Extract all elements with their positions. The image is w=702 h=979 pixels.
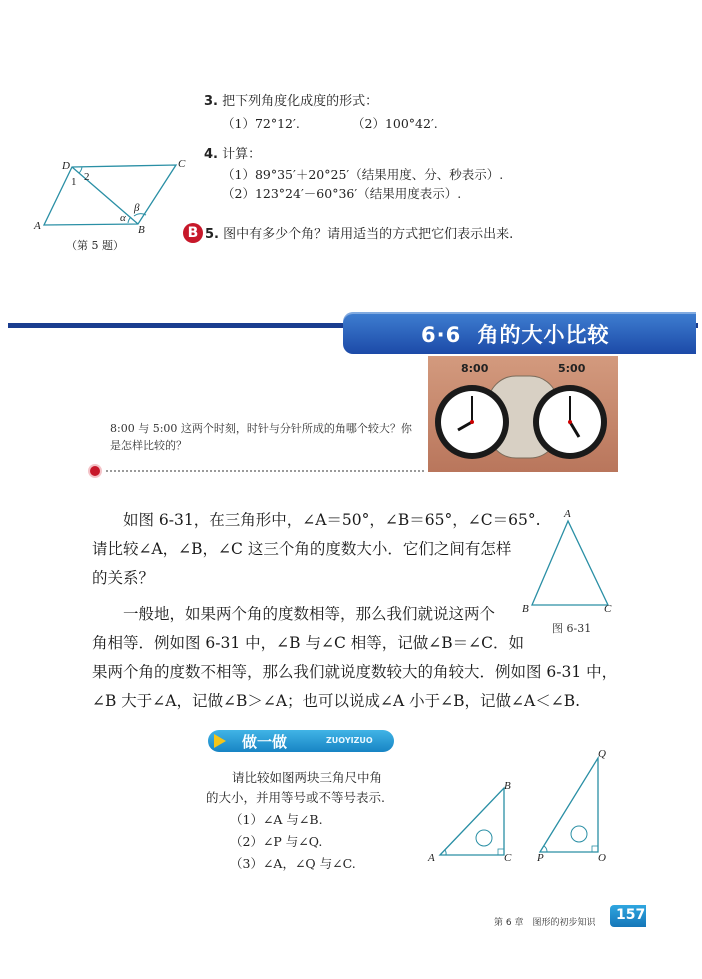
fig5-caption: （第 5 题） [66,239,124,252]
paragraph-1-line-3: 的关系？ [92,569,155,587]
activity-text [206,768,385,874]
page-number: 157 [616,907,646,923]
figure-6-31-triangle [520,515,620,615]
square-label-b: B [504,780,511,792]
intro-bullet-icon [90,466,100,476]
fig5-label-a: A [34,220,41,232]
exercise-text: 图中有多少个角？请用适当的方式把它们表示出来. [223,227,514,242]
fig5-label-c: C [178,158,186,170]
clock-left-time: 8:00 [461,362,489,375]
exercise-3 [204,93,378,111]
section-title: 角的大小比较 [477,323,610,347]
activity-pinyin: ZUOYIZUO [326,736,373,745]
exercise-text: 计算： [222,147,262,162]
exercise-3-part-2: （2）100°42′. [352,116,438,131]
fig631-label-c: C [604,603,612,615]
activity-line-2: 的大小，并用等号或不等号表示. [206,790,385,805]
exercise-4 [204,146,261,164]
fig5-label-alpha: α [120,212,126,224]
intro-dotted-divider [106,470,424,472]
paragraph-1 [92,506,541,593]
fig631-caption: 图 6-31 [552,622,592,635]
exercise-number: 3. [204,94,218,109]
section-number: 6·6 [421,323,462,347]
paragraph-2-line-4: ∠B 大于∠A，记做∠B＞∠A；也可以说成∠A 小于∠B，记做∠A＜∠B. [92,692,581,710]
paragraph-2 [92,600,617,716]
fig5-label-2: 2 [84,171,90,183]
activity-question-1: （1）∠A 与∠B. [230,812,323,827]
activity-question-3: （3）∠A，∠Q 与∠C. [230,856,356,871]
exercise-4-part-1: （1）89°35′＋20°25′（结果用度、分、秒表示）. [222,167,504,182]
square-label-p: P [537,852,544,864]
activity-question-2: （2）∠P 与∠Q. [230,834,323,849]
activity-banner [208,730,394,752]
exercise-number: 4. [204,147,218,162]
paragraph-2-line-1: 一般地，如果两个角的度数相等，那么我们就说这两个 [123,605,496,623]
fig631-label-a: A [564,508,571,520]
paragraph-1-line-1: 如图 6-31，在三角形中，∠A＝50°，∠B＝65°，∠C＝65°. [123,511,541,529]
intro-question: 8:00 与 5:00 这两个时刻，时针与分针所成的角哪个较大？你是怎样比较的？ [110,422,412,452]
fig5-label-beta: β [134,202,140,214]
fig5-label-d: D [62,160,70,172]
fig5-label-b: B [138,224,145,236]
footer-chapter: 第 6 章 图形的初步知识 [494,918,596,928]
set-square-figure [420,740,620,870]
clock-right-time: 5:00 [558,362,586,375]
badge-letter: B [187,225,199,241]
activity-arrow-icon [214,734,226,748]
exercise-text: 把下列角度化成度的形式： [222,94,379,109]
exercise-5 [205,226,513,244]
square-label-c: C [504,852,512,864]
square-label-o: O [598,852,606,864]
activity-title: 做一做 [242,733,288,751]
page-number-tab [610,905,646,927]
fig5-label-1: 1 [71,176,77,188]
paragraph-2-line-2: 角相等．例如图 6-31 中，∠B 与∠C 相等，记做∠B＝∠C．如 [92,634,524,652]
square-label-q: Q [598,748,606,760]
paragraph-1-line-2: 请比较∠A，∠B，∠C 这三个角的度数大小．它们之间有怎样 [92,540,512,558]
clock-photo [428,356,618,472]
exercise-3-part-1: （1）72°12′. [222,116,300,131]
paragraph-2-line-3: 果两个角的度数不相等，那么我们就说度数较大的角较大．例如图 6-31 中， [92,663,618,681]
fig631-label-b: B [522,603,529,615]
exercise-4-part-2: （2）123°24′－60°36′（结果用度表示）. [222,186,462,201]
clock-device [428,356,618,472]
square-label-a: A [428,852,435,864]
section-header-banner [343,312,696,354]
exercise-number: 5. [205,227,219,242]
activity-line-1: 请比较如图两块三角尺中角 [232,770,383,785]
